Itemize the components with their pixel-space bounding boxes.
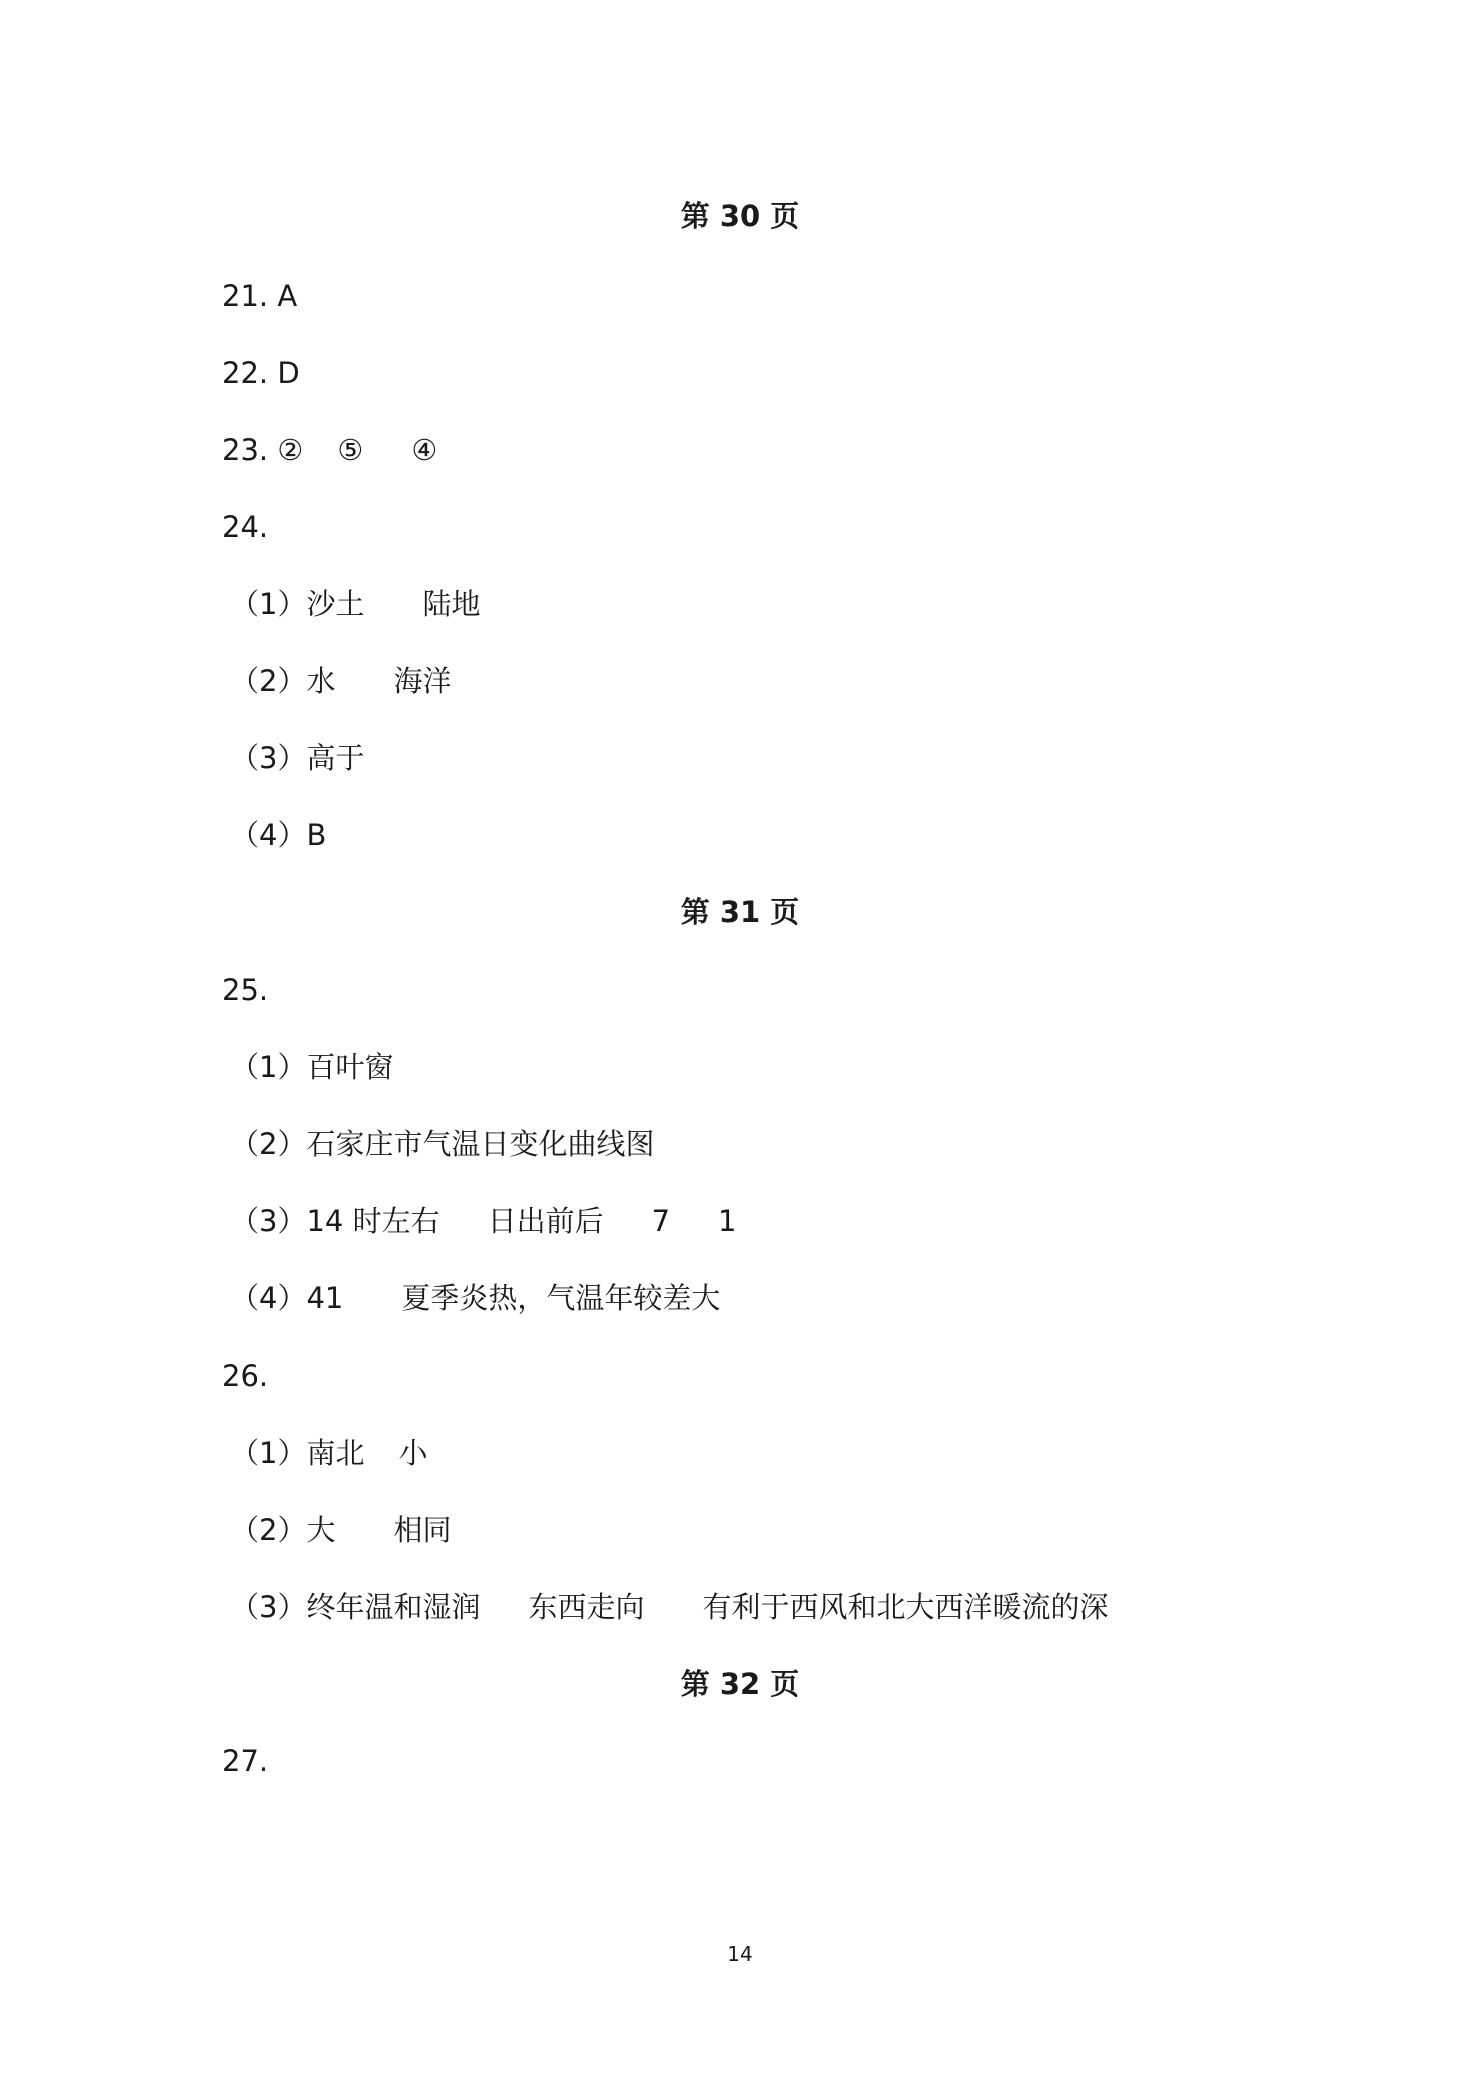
answer-text: 夏季炎热，气温年较差大: [401, 1281, 721, 1315]
answer-text: 日出前后: [487, 1204, 604, 1238]
question-number: 21.: [222, 279, 269, 313]
page-number: 14: [727, 1942, 753, 1966]
answer-q26-2: [230, 1510, 451, 1550]
answer-text: ⑤: [337, 433, 364, 467]
sub-label: （1）: [230, 1436, 307, 1470]
answer-text: 相同: [393, 1513, 452, 1547]
sub-label: （4）: [230, 818, 307, 852]
answer-q25-2: [230, 1124, 654, 1164]
sub-label: （2）: [230, 1513, 307, 1547]
sub-label: （2）: [230, 1127, 307, 1161]
answer-text: 南北: [306, 1436, 365, 1470]
question-number: 23.: [222, 433, 269, 467]
answer-text: 大: [306, 1513, 336, 1547]
sub-label: （4）: [230, 1281, 307, 1315]
answer-q26-1: [230, 1433, 427, 1473]
answer-text: 有利于西风和北大西洋暖流的深: [702, 1590, 1109, 1624]
answer-text: D: [277, 356, 300, 390]
answer-text: 沙土: [306, 587, 365, 621]
answer-text: 陆地: [422, 587, 481, 621]
answer-q25-3: [230, 1201, 737, 1241]
answer-q21: [222, 276, 297, 316]
answer-q25-1: [230, 1047, 393, 1087]
sub-label: （2）: [230, 664, 307, 698]
answer-text: 海洋: [393, 664, 452, 698]
question-number: 22.: [222, 356, 269, 390]
sub-label: （1）: [230, 1050, 307, 1084]
answer-q24-3: [230, 738, 364, 778]
answer-q24-2: [230, 661, 451, 701]
question-number-q27: 27.: [222, 1744, 269, 1778]
section-heading-p31: 第 31 页: [680, 895, 800, 929]
answer-text: 7: [651, 1204, 671, 1238]
answer-text: 14 时左右: [306, 1204, 440, 1238]
answer-q24-1: [230, 584, 480, 624]
answer-text: 1: [718, 1204, 737, 1238]
sub-label: （1）: [230, 587, 307, 621]
sub-label: （3）: [230, 1204, 307, 1238]
answer-text: A: [277, 279, 298, 313]
answer-q26-3: [230, 1587, 1109, 1627]
question-number-q25: 25.: [222, 973, 269, 1007]
answer-text: ④: [411, 433, 438, 467]
sub-label: （3）: [230, 741, 307, 775]
answer-text: ②: [277, 433, 304, 467]
answer-text: 小: [398, 1436, 428, 1470]
answer-q24-4: [230, 815, 326, 855]
answer-text: 百叶窗: [306, 1050, 394, 1084]
answer-q23: [222, 430, 437, 470]
answer-q25-4: [230, 1278, 720, 1318]
answer-text: 41: [306, 1281, 344, 1315]
sub-label: （3）: [230, 1590, 307, 1624]
section-heading-p32: 第 32 页: [680, 1667, 800, 1701]
answer-text: 水: [306, 664, 336, 698]
question-number-q26: 26.: [222, 1359, 269, 1393]
question-number-q24: 24.: [222, 510, 269, 544]
answer-text: B: [306, 818, 327, 852]
answer-q22: [222, 353, 300, 393]
answer-text: 高于: [306, 741, 365, 775]
section-heading-p30: 第 30 页: [680, 199, 800, 233]
answer-text: 东西走向: [528, 1590, 645, 1624]
answer-text: 终年温和湿润: [306, 1590, 481, 1624]
answer-text: 石家庄市气温日变化曲线图: [306, 1127, 655, 1161]
